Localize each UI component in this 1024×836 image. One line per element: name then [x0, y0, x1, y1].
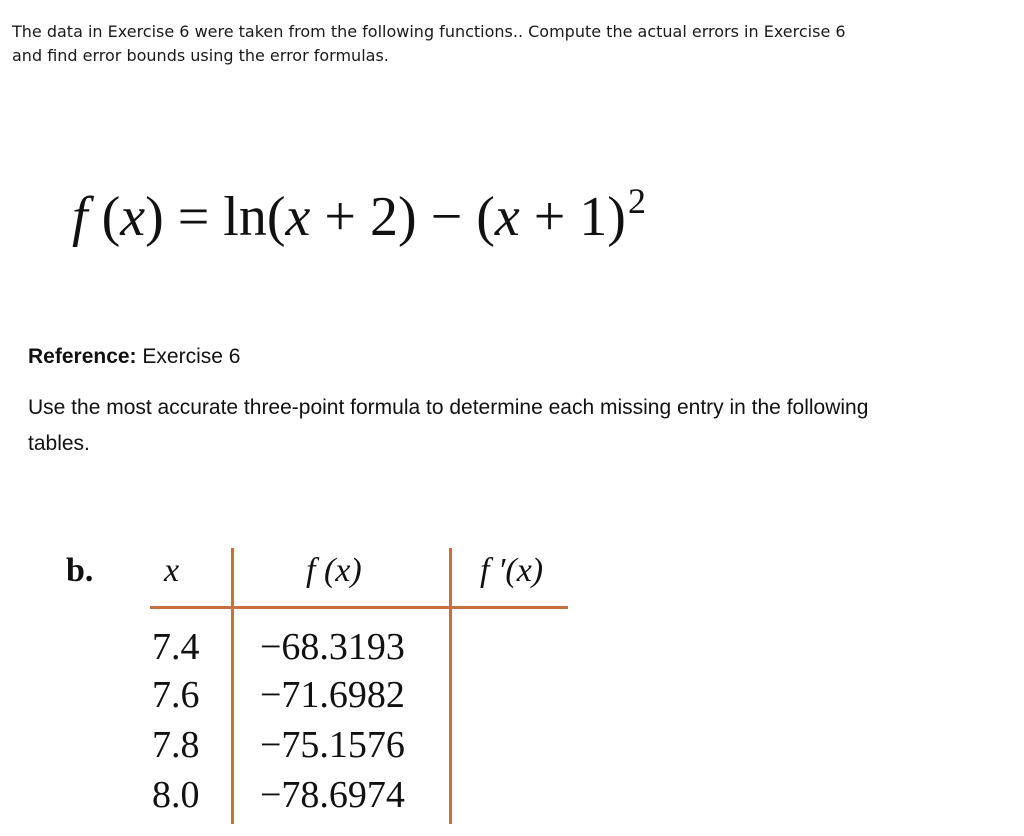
reference-value: Exercise 6 [142, 345, 241, 368]
cell-fx-row-1: −68.3193 [260, 626, 405, 668]
cell-fx-row-3: −75.1576 [260, 724, 405, 766]
formula-lhs-close: ) = ln( [145, 186, 286, 248]
instruction-line-2: tables. [28, 432, 90, 455]
cell-x-row-1: 7.4 [152, 626, 200, 668]
cell-x-row-3: 7.8 [152, 724, 200, 766]
question-line-2: and find error bounds using the error formulas. [12, 46, 389, 65]
column-divider-1 [231, 548, 234, 824]
formula-x1: x [120, 186, 146, 248]
question-line-1: The data in Exercise 6 were taken from the following functions.. Compute the actual errors in Exercise 6 [12, 22, 846, 41]
formula-tail: + 1) [519, 186, 626, 248]
reference-label: Reference: [28, 345, 137, 368]
header-derivative: f ′(x) [480, 552, 544, 589]
header-x: x [164, 552, 180, 589]
cell-fx-row-2: −71.6982 [260, 674, 405, 716]
instruction-line-1: Use the most accurate three-point formula to determine each missing entry in the following [28, 396, 869, 419]
formula-exponent: 2 [627, 181, 646, 221]
formula-f: f [72, 186, 88, 248]
formula-lhs-open: ( [87, 186, 121, 248]
formula-x2: x [285, 186, 311, 248]
part-label: b. [66, 552, 94, 589]
cell-fx-row-4: −78.6974 [260, 774, 405, 816]
formula-mid: + 2) − ( [310, 186, 495, 248]
column-divider-2 [449, 548, 452, 824]
header-divider [150, 606, 568, 609]
cell-x-row-4: 8.0 [152, 774, 200, 816]
header-fx: f (x) [306, 552, 362, 589]
cell-x-row-2: 7.6 [152, 674, 200, 716]
formula-x3: x [494, 186, 520, 248]
